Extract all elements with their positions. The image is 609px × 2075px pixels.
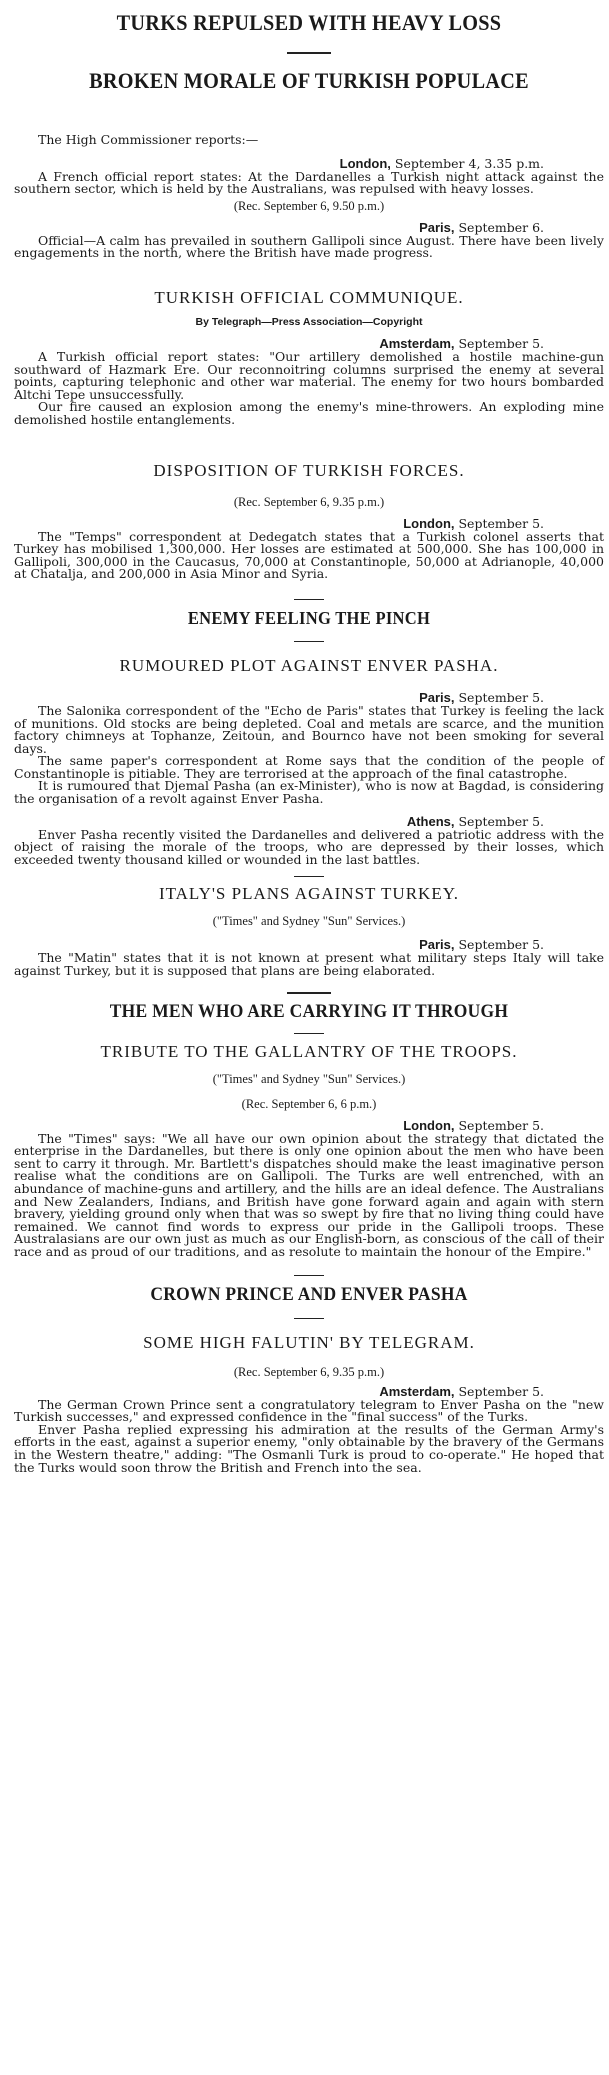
paragraph: The Salonika correspondent of the "Echo de Paris" states that Turkey is feeling the lack of munitions. Old stocks are being depleted. Coal and metals are scarce, and the munition factory chimneys at Tophanze, Zeitoun, and Bournco have not been smoking for several days. xyxy=(14,702,604,756)
section-heading: ITALY'S PLANS AGAINST TURKEY. xyxy=(158,884,460,904)
received-note: (Rec. September 6, 6 p.m.) xyxy=(241,1096,377,1111)
paragraph: A Turkish official report states: "Our artillery demolished a hostile machine-gun southward of Hazmark Ere. Our reconnoitring columns surprised the enemy at several points, capturing telephonic and other war material. The enemy for two hours bombarded Altchi Tepe unsuccessfully. xyxy=(14,348,604,402)
section-heading: SOME HIGH FALUTIN' BY TELEGRAM. xyxy=(143,1332,475,1352)
paragraph: The "Matin" states that it is not known at present what military steps Italy will take against Turkey, but it is supposed that plans are being elaborated. xyxy=(14,950,604,979)
dateline: Athens, September 5. xyxy=(406,813,544,829)
paragraph: The "Times" says: "We all have our own opinion about the strategy that dictated the enterprise in the Dardanelles, but there is only one opinion about the men who have been sent to carry it through. Mr. Bartlett's dispatches should make the least imaginative person realise what the conditions are on Gallipoli. The Turks are well entrenched, with an abundance of machine-guns and artillery, and the hills are an ideal defence. The Australians and New Zealanders, Indians, and British have gone forward again and again with stern bravery, yielding ground only when that was so swept by fire that no living thing could have remained. We cannot find words to express our pride in the Gallipoli troops. These Australasians are our own just as much as our English-born, as conscious of the call of their race and as proud of our traditions, and as resolute to maintain the honour of the Empire." xyxy=(14,1130,604,1259)
paragraph: A French official report states: At the Dardanelles a Turkish night attack against the southern sector, which is held by the Australians, was repulsed with heavy losses. xyxy=(14,168,604,197)
paragraph: Official—A calm has prevailed in southern Gallipoli since August. There have been lively engagements in the north, where the British have made progress. xyxy=(14,232,604,261)
rule xyxy=(294,641,324,642)
dateline: London, September 5. xyxy=(403,1117,544,1133)
rule xyxy=(287,52,331,54)
rule xyxy=(294,599,324,600)
newspaper-column xyxy=(14,6,604,1474)
subheadline: BROKEN MORALE OF TURKISH POPULACE xyxy=(89,68,529,93)
section-heading: DISPOSITION OF TURKISH FORCES. xyxy=(153,460,465,480)
received-note: (Rec. September 6, 9.35 p.m.) xyxy=(233,1364,385,1379)
dateline: Amsterdam, September 5. xyxy=(379,1383,544,1399)
received-note: (Rec. September 6, 9.35 p.m.) xyxy=(233,494,385,509)
dateline: Paris, September 5. xyxy=(419,689,544,705)
paragraph: The same paper's correspondent at Rome says that the condition of the people of Constantinople is pitiable. They are terrorised at the approach of the final catastrophe. xyxy=(14,753,604,781)
section-heading: TURKISH OFFICIAL COMMUNIQUE. xyxy=(154,287,464,307)
services-note: ("Times" and Sydney "Sun" Services.) xyxy=(212,914,406,929)
intro-text: The High Commissioner reports:— xyxy=(38,132,259,147)
dateline: Amsterdam, September 5. xyxy=(379,335,544,351)
paragraph: Our fire caused an explosion among the enemy's mine-throwers. An exploding mine demolished hostile entanglements. xyxy=(14,399,604,427)
rule xyxy=(287,992,331,994)
dateline: Paris, September 6. xyxy=(419,219,544,235)
services-note: ("Times" and Sydney "Sun" Services.) xyxy=(212,1071,406,1086)
rule xyxy=(294,1033,324,1034)
paragraph: It is rumoured that Djemal Pasha (an ex-Minister), who is now at Bagdad, is considering the organisation of a revolt against Enver Pasha. xyxy=(14,778,604,807)
rule xyxy=(294,876,324,877)
section-headline: ENEMY FEELING THE PINCH xyxy=(187,607,431,628)
received-note: (Rec. September 6, 9.50 p.m.) xyxy=(233,198,385,213)
paragraph: The "Temps" correspondent at Dedegatch states that a Turkish colonel asserts that Turkey has mobilised 1,300,000. Her losses are estimated at 500,000. She has 100,000 in Gallipoli, 300,000 in the Caucasus, 70,000 at Constantinople, 50,000 at Adrianople, 40,000 at Chatalja, and 200,000 in Asia Minor and Syria. xyxy=(14,528,604,582)
rule xyxy=(294,1275,324,1276)
dateline: Paris, September 5. xyxy=(419,937,544,953)
paragraph: The German Crown Prince sent a congratulatory telegram to Enver Pasha on the "new Turkish successes," and expressed confidence in the "final success" of the Turks. xyxy=(14,1396,604,1425)
dateline: London, September 5. xyxy=(403,515,544,531)
section-heading: TRIBUTE TO THE GALLANTRY OF THE TROOPS. xyxy=(100,1041,518,1061)
section-headline: THE MEN WHO ARE CARRYING IT THROUGH xyxy=(109,1000,509,1022)
paragraph: Enver Pasha replied expressing his admiration at the results of the German Army's efforts in the east, against a superior enemy, "only obtainable by the bravery of the Germans in the Western theatre," adding: "The Osmanli Turk is proud to co-operate." He hoped that the Turks would soon throw the British and French into the sea. xyxy=(14,1421,604,1475)
rule xyxy=(294,1318,324,1319)
section-headline: CROWN PRINCE AND ENVER PASHA xyxy=(150,1283,468,1305)
dateline: London, September 4, 3.35 p.m. xyxy=(339,155,544,171)
main-headline: TURKS REPULSED WITH HEAVY LOSS xyxy=(116,10,502,35)
paragraph: Enver Pasha recently visited the Dardanelles and delivered a patriotic address with the object of raising the morale of the troops, who are depressed by their losses, which exceeded twenty thousand killed or wounded in the last battles. xyxy=(14,826,604,867)
section-heading: RUMOURED PLOT AGAINST ENVER PASHA. xyxy=(119,655,499,675)
copyright-credit: By Telegraph—Press Association—Copyright xyxy=(195,315,423,328)
